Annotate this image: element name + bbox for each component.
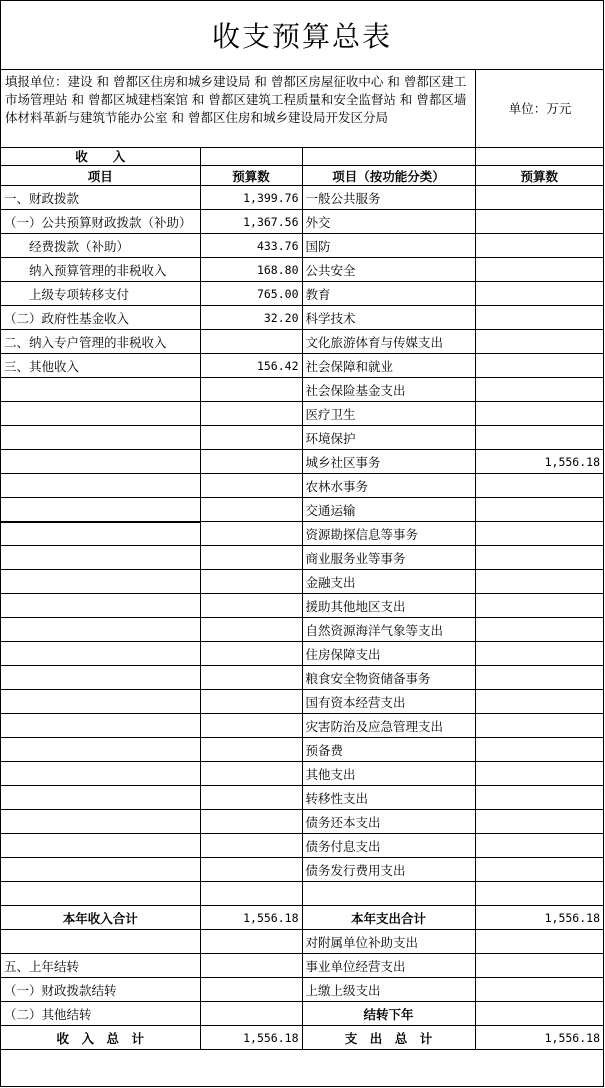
table-row xyxy=(1,570,603,594)
expense-item-cell: 交通运输 xyxy=(302,498,475,522)
income-item-cell xyxy=(1,474,200,498)
table-row xyxy=(1,978,603,1002)
income-value-cell: 156.42 xyxy=(200,354,302,378)
expense-item-cell: 资源勘探信息等事务 xyxy=(302,522,475,546)
expense-value-cell xyxy=(475,690,603,714)
income-item-cell xyxy=(1,930,200,954)
expense-item-cell: 其他支出 xyxy=(302,762,475,786)
table-row xyxy=(1,330,603,354)
income-value-cell: 168.80 xyxy=(200,258,302,282)
expense-value-cell xyxy=(475,930,603,954)
expense-item-header: 项目（按功能分类） xyxy=(302,166,475,186)
expense-item-cell: 债务付息支出 xyxy=(302,834,475,858)
table-row xyxy=(1,834,603,858)
income-item-cell xyxy=(1,762,200,786)
table-row xyxy=(1,1002,603,1026)
expense-item-cell: 城乡社区事务 xyxy=(302,450,475,474)
income-item-cell xyxy=(1,714,200,738)
table-row xyxy=(1,426,603,450)
income-item-cell xyxy=(1,618,200,642)
income-grand-value: 1,556.18 xyxy=(200,1026,302,1050)
table-row xyxy=(1,786,603,810)
income-item-cell xyxy=(1,882,200,906)
income-value-cell xyxy=(200,594,302,618)
expense-item-cell: 灾害防治及应急管理支出 xyxy=(302,714,475,738)
income-budget-header: 预算数 xyxy=(200,166,302,186)
unit-info-block xyxy=(1,69,603,148)
expense-value-cell xyxy=(475,714,603,738)
expense-item-cell: 住房保障支出 xyxy=(302,642,475,666)
expense-value-cell xyxy=(475,306,603,330)
expense-section-blank-2 xyxy=(475,147,603,166)
income-value-cell xyxy=(200,450,302,474)
income-total-value: 1,556.18 xyxy=(200,906,302,930)
expense-value-cell xyxy=(475,234,603,258)
table-row xyxy=(1,642,603,666)
income-value-cell xyxy=(200,954,302,978)
expense-item-cell: 社会保险基金支出 xyxy=(302,378,475,402)
table-row xyxy=(1,186,603,210)
income-item-cell xyxy=(1,402,200,426)
table-row xyxy=(1,666,603,690)
income-value-cell: 1,399.76 xyxy=(200,186,302,210)
expense-item-cell: 金融支出 xyxy=(302,570,475,594)
income-value-cell xyxy=(200,522,302,546)
table-row xyxy=(1,882,603,906)
income-value-cell xyxy=(200,426,302,450)
expense-value-cell xyxy=(475,810,603,834)
expense-value-cell xyxy=(475,378,603,402)
expense-item-cell xyxy=(302,882,475,906)
expense-item-cell: 国有资本经营支出 xyxy=(302,690,475,714)
expense-item-cell: 事业单位经营支出 xyxy=(302,954,475,978)
table-row xyxy=(1,618,603,642)
income-item-cell xyxy=(1,570,200,594)
income-item-cell xyxy=(1,642,200,666)
expense-item-cell: 结转下年 xyxy=(302,1002,475,1026)
income-item-cell: 一、财政拨款 xyxy=(1,186,200,210)
income-item-cell xyxy=(1,378,200,402)
income-item-cell xyxy=(1,738,200,762)
income-value-cell xyxy=(200,642,302,666)
expense-value-cell xyxy=(475,498,603,522)
expense-value-cell xyxy=(475,330,603,354)
expense-value-cell xyxy=(475,882,603,906)
income-item-cell xyxy=(1,666,200,690)
expense-item-cell: 粮食安全物资储备事务 xyxy=(302,666,475,690)
expense-item-cell: 农林水事务 xyxy=(302,474,475,498)
expense-value-cell xyxy=(475,282,603,306)
income-section-header: 收 入 xyxy=(1,147,200,166)
expense-value-cell xyxy=(475,546,603,570)
table-row xyxy=(1,474,603,498)
expense-value-cell xyxy=(475,570,603,594)
income-value-cell xyxy=(200,786,302,810)
income-grand-label: 收 入 总 计 xyxy=(1,1026,200,1050)
expense-item-cell: 外交 xyxy=(302,210,475,234)
table-row xyxy=(1,282,603,306)
expense-item-cell: 预备费 xyxy=(302,738,475,762)
income-item-cell: 五、上年结转 xyxy=(1,954,200,978)
expense-item-cell: 教育 xyxy=(302,282,475,306)
income-value-cell xyxy=(200,330,302,354)
income-item-cell: 二、纳入专户管理的非税收入 xyxy=(1,330,200,354)
table-row xyxy=(1,450,603,474)
income-item-cell xyxy=(1,690,200,714)
expense-item-cell: 上缴上级支出 xyxy=(302,978,475,1002)
expense-item-cell: 债务发行费用支出 xyxy=(302,858,475,882)
income-item-header: 项目 xyxy=(1,166,200,186)
income-value-cell xyxy=(200,882,302,906)
income-value-cell xyxy=(200,618,302,642)
table-row xyxy=(1,354,603,378)
table-row xyxy=(1,810,603,834)
table-row xyxy=(1,522,603,546)
income-value-cell xyxy=(200,666,302,690)
table-row xyxy=(1,690,603,714)
income-total-label: 本年收入合计 xyxy=(1,906,200,930)
income-item-cell: （二）其他结转 xyxy=(1,1002,200,1026)
expense-grand-value: 1,556.18 xyxy=(475,1026,603,1050)
unit-divider xyxy=(475,69,476,147)
table-row xyxy=(1,378,603,402)
expense-value-cell xyxy=(475,762,603,786)
table-row xyxy=(1,714,603,738)
income-item-cell xyxy=(1,426,200,450)
income-item-cell: （一）公共预算财政拨款（补助） xyxy=(1,210,200,234)
title-bar xyxy=(1,1,603,70)
income-item-cell xyxy=(1,498,200,522)
expense-value-cell xyxy=(475,354,603,378)
table-row xyxy=(1,738,603,762)
table-row xyxy=(1,402,603,426)
income-value-cell xyxy=(200,474,302,498)
expense-value-cell: 1,556.18 xyxy=(475,450,603,474)
income-value-cell: 765.00 xyxy=(200,282,302,306)
income-value-cell xyxy=(200,714,302,738)
income-value-cell xyxy=(200,690,302,714)
budget-table xyxy=(1,147,603,1050)
totals-row xyxy=(1,906,603,930)
expense-item-cell: 对附属单位补助支出 xyxy=(302,930,475,954)
income-value-cell xyxy=(200,498,302,522)
income-section-blank xyxy=(200,147,302,166)
expense-item-cell: 债务还本支出 xyxy=(302,810,475,834)
income-item-cell: 经费拨款（补助） xyxy=(1,234,200,258)
income-value-cell xyxy=(200,858,302,882)
income-value-cell xyxy=(200,546,302,570)
expense-item-cell: 环境保护 xyxy=(302,426,475,450)
income-item-cell: （二）政府性基金收入 xyxy=(1,306,200,330)
expense-value-cell xyxy=(475,186,603,210)
income-value-cell xyxy=(200,738,302,762)
expense-value-cell xyxy=(475,618,603,642)
table-row xyxy=(1,234,603,258)
table-row xyxy=(1,210,603,234)
page-title: 收支预算总表 xyxy=(211,20,392,53)
filler-unit-text: 填报单位：建设 和 曾都区住房和城乡建设局 和 曾都区房屋征收中心 和 曾都区建工市场管理站 和 曾都区城建档案馆 和 曾都区建筑工程质量和安全监督站 和 曾都区墙体材料革新与建筑节能办公室 和 曾都区住房和城乡建设局开发区分局 xyxy=(5,74,467,125)
table-row xyxy=(1,498,603,522)
table-row xyxy=(1,930,603,954)
table-row xyxy=(1,546,603,570)
expense-value-cell xyxy=(475,474,603,498)
expense-value-cell xyxy=(475,522,603,546)
income-item-cell: 纳入预算管理的非税收入 xyxy=(1,258,200,282)
unit-label: 单位：万元 xyxy=(508,101,572,116)
expense-value-cell xyxy=(475,954,603,978)
expense-item-cell: 商业服务业等事务 xyxy=(302,546,475,570)
expense-value-cell xyxy=(475,666,603,690)
income-item-cell xyxy=(1,546,200,570)
grand-total-row xyxy=(1,1026,603,1050)
expense-value-cell xyxy=(475,786,603,810)
expense-value-cell xyxy=(475,426,603,450)
income-item-cell xyxy=(1,594,200,618)
expense-value-cell xyxy=(475,642,603,666)
expense-item-cell: 转移性支出 xyxy=(302,786,475,810)
income-value-cell xyxy=(200,930,302,954)
expense-total-value: 1,556.18 xyxy=(475,906,603,930)
income-item-cell xyxy=(1,522,200,546)
income-value-cell xyxy=(200,978,302,1002)
income-value-cell xyxy=(200,570,302,594)
expense-item-cell: 科学技术 xyxy=(302,306,475,330)
income-item-cell xyxy=(1,786,200,810)
income-value-cell xyxy=(200,378,302,402)
income-item-cell: （一）财政拨款结转 xyxy=(1,978,200,1002)
table-row xyxy=(1,762,603,786)
income-value-cell: 32.20 xyxy=(200,306,302,330)
income-value-cell xyxy=(200,402,302,426)
expense-item-cell: 医疗卫生 xyxy=(302,402,475,426)
income-value-cell xyxy=(200,1002,302,1026)
expense-value-cell xyxy=(475,738,603,762)
expense-value-cell xyxy=(475,210,603,234)
expense-value-cell xyxy=(475,978,603,1002)
income-value-cell: 1,367.56 xyxy=(200,210,302,234)
income-value-cell xyxy=(200,834,302,858)
expense-item-cell: 文化旅游体育与传媒支出 xyxy=(302,330,475,354)
table-row xyxy=(1,258,603,282)
table-row xyxy=(1,954,603,978)
income-item-cell xyxy=(1,858,200,882)
expense-item-cell: 自然资源海洋气象等支出 xyxy=(302,618,475,642)
table-row xyxy=(1,858,603,882)
income-item-cell xyxy=(1,834,200,858)
income-item-cell xyxy=(1,450,200,474)
income-item-cell: 三、其他收入 xyxy=(1,354,200,378)
income-value-cell xyxy=(200,810,302,834)
expense-item-cell: 公共安全 xyxy=(302,258,475,282)
table-row xyxy=(1,306,603,330)
table-row xyxy=(1,594,603,618)
expense-grand-label: 支 出 总 计 xyxy=(302,1026,475,1050)
expense-value-cell xyxy=(475,834,603,858)
income-item-cell xyxy=(1,810,200,834)
expense-value-cell xyxy=(475,1002,603,1026)
income-value-cell xyxy=(200,762,302,786)
income-item-cell: 上级专项转移支付 xyxy=(1,282,200,306)
expense-value-cell xyxy=(475,858,603,882)
expense-value-cell xyxy=(475,402,603,426)
expense-item-cell: 援助其他地区支出 xyxy=(302,594,475,618)
expense-budget-header: 预算数 xyxy=(475,166,603,186)
income-value-cell: 433.76 xyxy=(200,234,302,258)
expense-total-label: 本年支出合计 xyxy=(302,906,475,930)
expense-item-cell: 一般公共服务 xyxy=(302,186,475,210)
expense-item-cell: 国防 xyxy=(302,234,475,258)
expense-item-cell: 社会保障和就业 xyxy=(302,354,475,378)
expense-value-cell xyxy=(475,594,603,618)
expense-section-blank xyxy=(302,147,475,166)
expense-value-cell xyxy=(475,258,603,282)
